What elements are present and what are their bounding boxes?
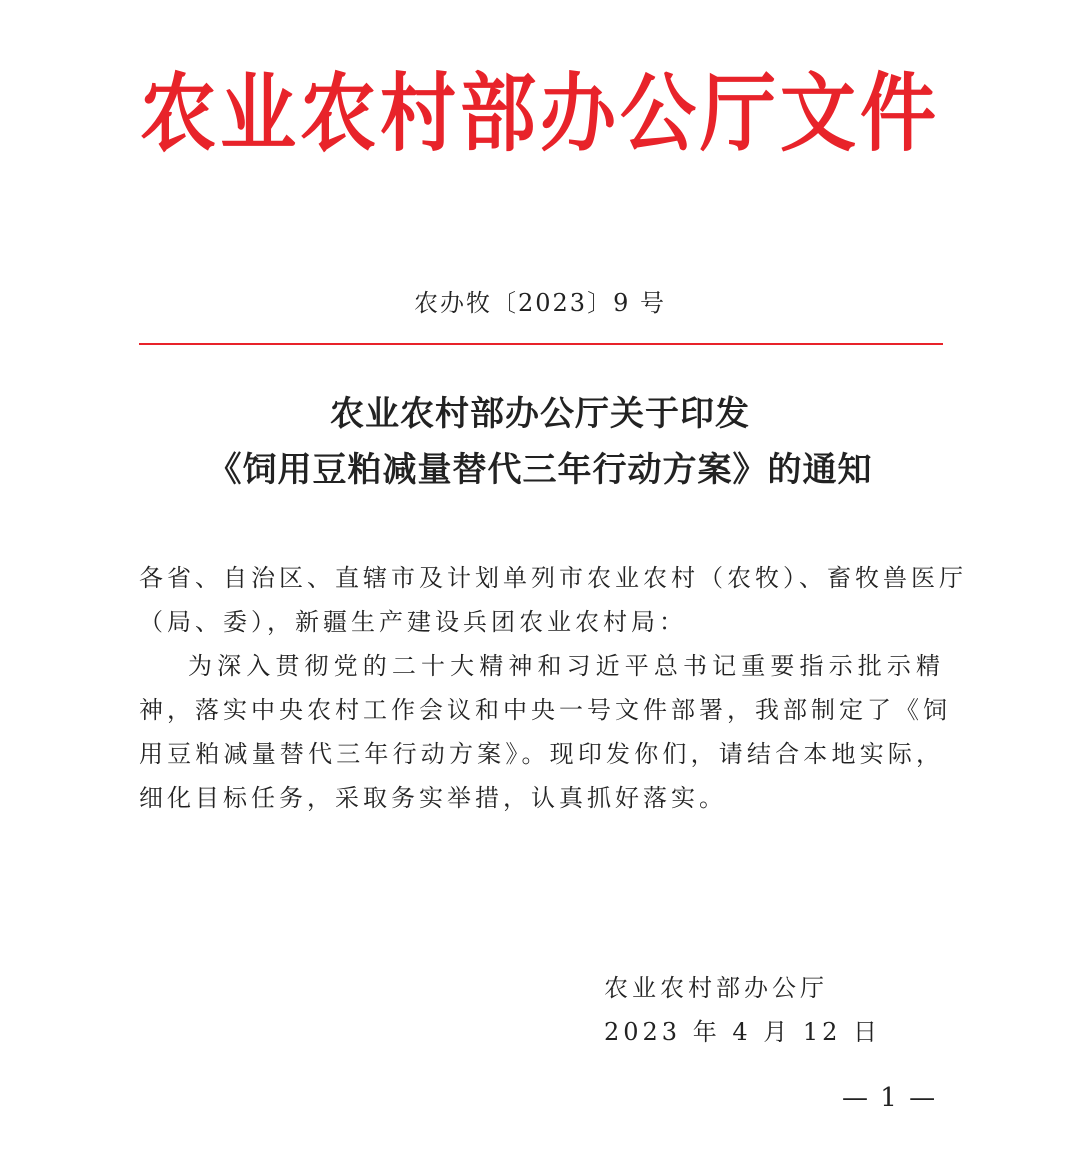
addressee-line-2: （局、委），新疆生产建设兵团农业农村局： [139, 608, 687, 636]
signature-organization: 农业农村部办公厅 [604, 974, 828, 1002]
body-line-4: 细化目标任务，采取务实举措，认真抓好落实。 [139, 784, 727, 812]
body-line-2: 神，落实中央农村工作会议和中央一号文件部署，我部制定了《饲 [139, 696, 951, 724]
body-line-3: 用豆粕减量替代三年行动方案》。现印发你们，请结合本地实际， [139, 740, 944, 768]
addressee-line-1: 各省、自治区、直辖市及计划单列市农业农村（农牧）、畜牧兽医厅 [139, 564, 967, 592]
notice-title-line-1: 农业农村部办公厅关于印发 [330, 394, 750, 434]
document-number: 农办牧〔2023〕9 号 [414, 289, 666, 317]
red-divider-line [139, 343, 943, 345]
masthead-title: 农业农村部办公厅文件 [140, 63, 940, 164]
body-line-1: 为深入贯彻党的二十大精神和习近平总书记重要指示批示精 [188, 652, 944, 680]
signature-date: 2023 年 4 月 12 日 [604, 1018, 882, 1046]
notice-title-line-2: 《饲用豆粕减量替代三年行动方案》的通知 [207, 450, 873, 490]
page-number: — 1 — [842, 1083, 938, 1113]
